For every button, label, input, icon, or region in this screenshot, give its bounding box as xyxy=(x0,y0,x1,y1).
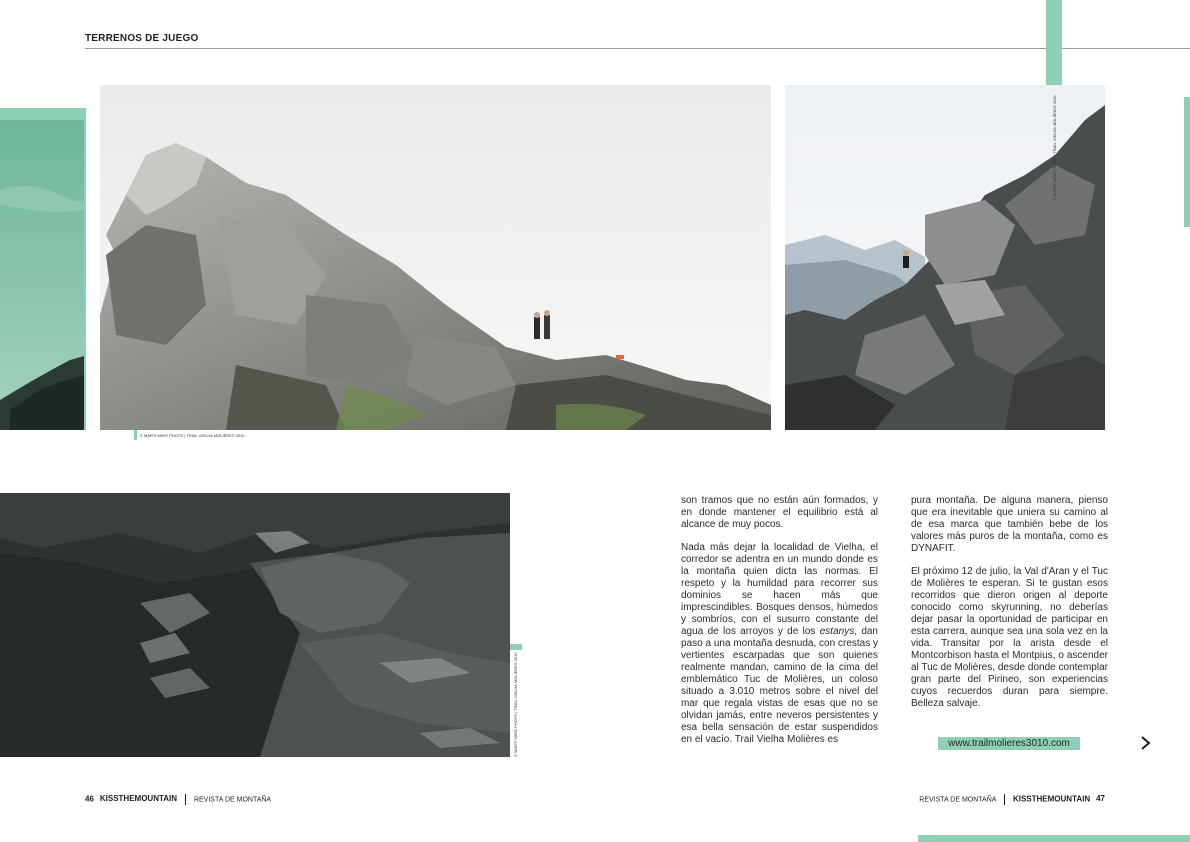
header-rule xyxy=(85,48,1190,49)
section-title: TERRENOS DE JUEGO xyxy=(85,33,199,44)
accent-bar-bottom xyxy=(918,835,1190,842)
photo-credit-ridge: © MARTÍ MIRÓ PHOTO | TRAIL VIELHA MOLIÈRES 3010 xyxy=(140,433,245,438)
brand-name-left: KISSTHEMOUNTAIN xyxy=(99,794,178,804)
mountain-photo-ridge xyxy=(86,85,771,430)
accent-bar-edge-right xyxy=(1184,97,1190,227)
section-name-left: REVISTA DE MONTAÑA xyxy=(193,796,272,804)
article-paragraph: son tramos que no están aún formados, y en donde mantener el equilibrio está al alcance de muy pocos. xyxy=(681,495,878,530)
page-number-right: 47 xyxy=(1096,794,1105,804)
footer-left xyxy=(85,794,271,805)
brand-name-right: KISSTHEMOUNTAIN xyxy=(1012,794,1091,804)
accent-tick-small xyxy=(134,430,137,440)
photo-credit-valley: © MARTÍ MIRÓ PHOTO | TRAIL VIELHA MOLIÈRES 3010 xyxy=(513,652,518,757)
section-name-right: REVISTA DE MONTAÑA xyxy=(919,796,997,804)
footer-divider xyxy=(1004,794,1005,805)
mountain-photo-left-sliver xyxy=(0,120,84,430)
mountain-photo-boulders xyxy=(785,85,1105,430)
article-column-1 xyxy=(681,495,878,757)
website-link[interactable]: www.trailmolieres3010.com xyxy=(938,737,1080,750)
article-paragraph: Nada más dejar la localidad de Vielha, el corredor se adentra en un mundo donde es la montaña quien dicta las normas. El respeto y la humildad para recorrer sus dominios se hacen más que imprescindibles. Bosques densos, húmedos y sombríos, con el susurro constante del agua de los arroyos y de los estanys, dan paso a una montaña desnuda, con crestas y vertientes escarpadas que son quienes realmente mandan, camino de la cima del emblemático Tuc de Molières, un coloso situado a 3.010 metros sobre el nivel del mar que regala vistas de esas que no se olvidan jamás, entre neveros persistentes y esa bella sensación de estar suspendidos en el vacío. Trail Vielha Molières es xyxy=(681,542,878,745)
article-paragraph: El próximo 12 de julio, la Val d'Aran y el Tuc de Molières te esperan. Si te gustan esos recorridos que dieron origen al deporte conocido como skyrunning, no deberías dejar pasar la oportunidad de participar en esta carrera, aunque sea una sola vez en la vida. Transitar por la arista desde el Montcorbison hasta el Montpius, o ascender al Tuc de Molières, desde donde contemplar gran parte del Pirineo, son experiencias cuyos recuerdos duran para siempre. Belleza salvaje. xyxy=(911,566,1108,709)
mountain-photo-valley xyxy=(0,493,510,757)
chevron-right-icon[interactable] xyxy=(1138,733,1154,753)
article-paragraph: pura montaña. De alguna manera, pienso que era inevitable que uniera su camino al de esa marca que también bebe de los valores más puros de la montaña, como es DYNAFIT. xyxy=(911,495,1108,554)
page-number-left: 46 xyxy=(85,794,94,804)
photo-credit-boulders: © MARTÍ MIRÓ PHOTO | TRAIL VIELHA MOLIÈRES 3010 xyxy=(1052,95,1057,200)
article-column-2 xyxy=(911,495,1108,721)
footer-right xyxy=(919,794,1105,805)
footer-divider xyxy=(185,794,186,805)
